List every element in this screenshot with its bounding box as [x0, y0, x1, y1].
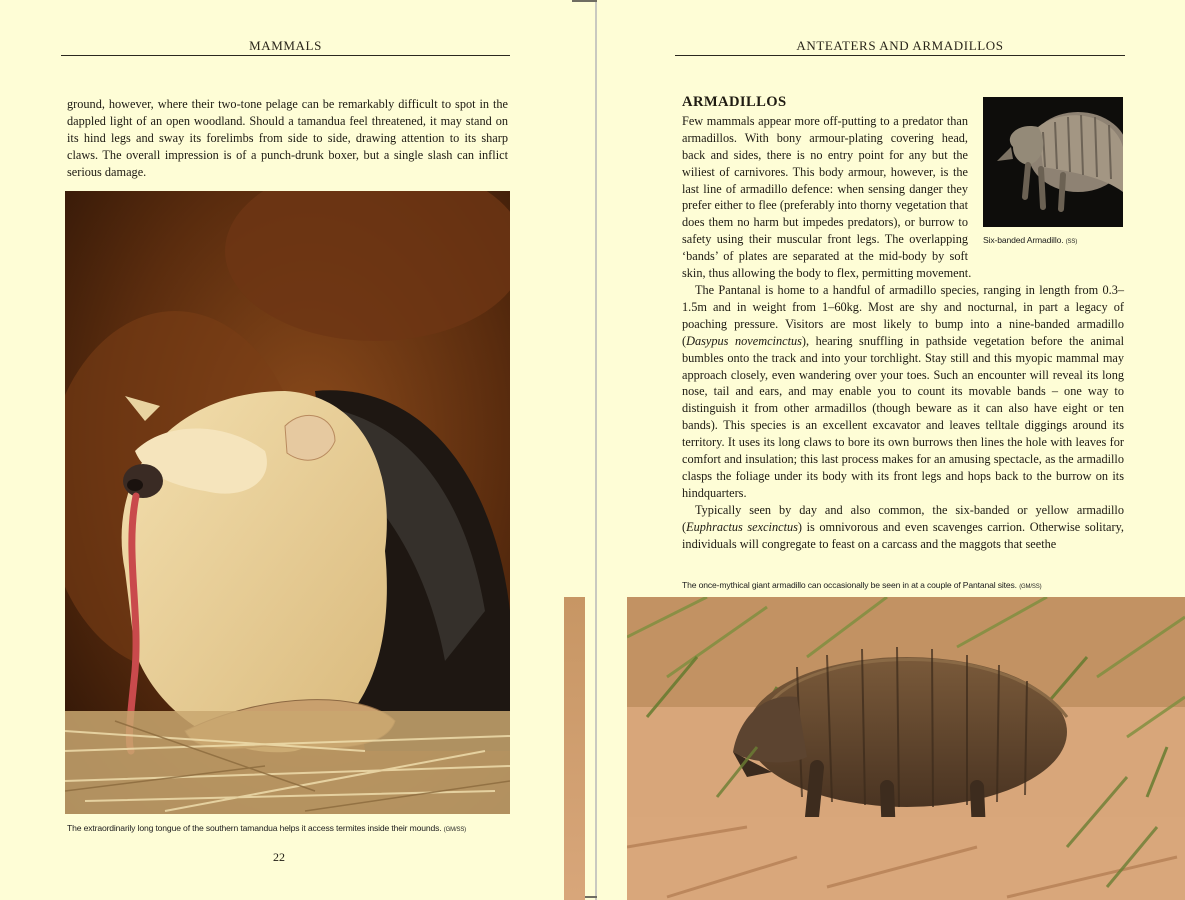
inset-caption-text: Six-banded Armadillo. — [983, 235, 1064, 245]
left-body-text — [67, 96, 508, 181]
paragraph-3 — [682, 502, 1124, 553]
right-page — [597, 0, 1185, 900]
right-body-text — [682, 94, 1124, 552]
left-running-head: MAMMALS — [249, 38, 322, 53]
tamandua-photo-credit: (GM/SS) — [443, 827, 467, 833]
paragraph-3-species-name: Euphractus sexcinctus — [686, 519, 798, 534]
bottom-caption-text: The once-mythical giant armadillo can occasionally be seen in at a couple of Pantanal sites. — [682, 580, 1017, 590]
paragraph-1: Few mammals appear more off-putting to a predator than armadillos. With bony armour-plating covering head, back and sides, there is no entry point for any but the wiliest of carnivores. This body armour, however, is the last line of armadillo defence: when sensing danger they prefer either to flee (preferably into thorny vegetation that does them no harm but impedes predators), or burrow to safety using their muscular front legs. The overlapping ‘bands’ of plates are separated at the mid-body by soft skin, thus allowing the body to flex, permitting movement. — [682, 113, 972, 281]
paragraph-2-species-name: Dasypus novemcinctus — [686, 333, 802, 348]
bottom-photo-credit: (GM/SS) — [1019, 584, 1042, 590]
tamandua-photo — [65, 191, 510, 814]
section-heading: ARMADILLOS — [682, 94, 787, 110]
bottom-caption — [682, 580, 1142, 590]
tamandua-caption — [67, 823, 512, 833]
right-head-rule — [675, 55, 1125, 56]
gutter-photo-bleed — [564, 597, 585, 900]
tamandua-caption-text: The extraordinarily long tongue of the southern tamandua helps it access termites inside their mounds. — [67, 823, 442, 833]
left-paragraph: ground, however, where their two-tone pelage can be remarkably difficult to spot in the dappled light of an open woodland. Should a tamandua feel threatened, it may stand on its hind legs and sway its forelimbs from side to side, drawing attention to its sharp claws. The overall impression is of a punch-drunk boxer, but a single slash can inflict serious damage. — [67, 97, 508, 179]
paragraph-2-part-a: The Pantanal is home to a handful of armadillo species, ranging in length from 0.3–1.5m and in weight from 1–60kg. Most are shy and nocturnal, in part a legacy of poaching pressure. Visitors are most likely to bump into a nine-banded armadillo ( — [682, 282, 1124, 348]
tamandua-photo-illustration — [65, 191, 510, 814]
right-running-head: ANTEATERS AND ARMADILLOS — [796, 38, 1004, 53]
left-head-rule — [61, 55, 510, 56]
paragraph-3-part-b: ) is omnivorous and even scavenges carrion. Otherwise solitary, individuals will congregate to feast on a carcass and the maggots that seethe — [682, 519, 1124, 551]
paragraph-2 — [682, 282, 1124, 502]
giant-armadillo-illustration — [627, 597, 1185, 900]
giant-armadillo-photo — [627, 597, 1185, 900]
inset-photo-float-space — [968, 94, 1124, 260]
paragraph-2-part-b: ), hearing snuffling in pathside vegetation before the animal bumbles onto the track and into your torchlight. Stay still and this myopic mammal may approach closely, even wandering over your toes. Such an encounter will reveal its long nose, tail and ears, and may enable you to count its movable bands – one way to distinguish it from other armadillos (though beware as it can also have eight or ten bands). This species is an excellent excavator and leaves telltale diggings around its territory. It uses its long claws to bore its own burrows then lines the hole with leaves for comfort and insulation; this last process makes for an amusing spectacle, as the armadillo clasps the foliage under its body with its front legs and hops back to the burrow on its hindquarters. — [682, 333, 1124, 500]
inset-photo-credit: (SS) — [1065, 239, 1078, 245]
page-number: 22 — [273, 850, 285, 864]
paragraph-3-part-a: Typically seen by day and also common, the six-banded or yellow armadillo ( — [682, 502, 1124, 534]
